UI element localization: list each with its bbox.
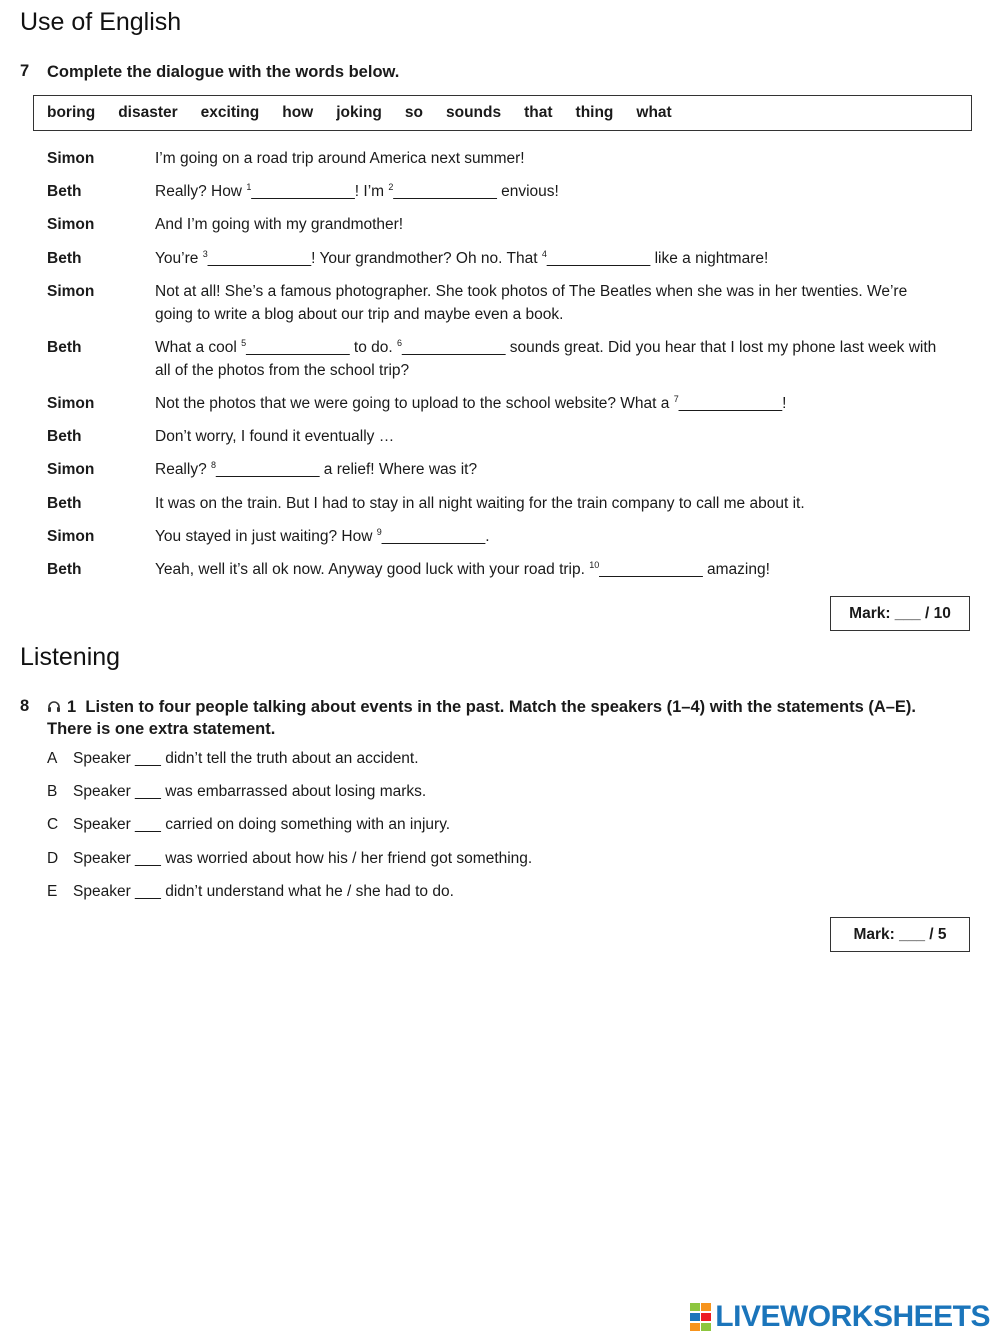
mark-box-q8: Mark: ___ / 5 bbox=[830, 917, 970, 952]
line-text: It was on the train. But I had to stay in all night waiting for the train company to call me about it. bbox=[155, 495, 805, 512]
mark-box-q7: Mark: ___ / 10 bbox=[830, 596, 970, 631]
dialogue-line bbox=[155, 214, 945, 237]
dialogue-speaker: Beth bbox=[47, 250, 82, 267]
dialogue-speaker: Simon bbox=[47, 395, 95, 412]
dialogue-line bbox=[155, 526, 945, 549]
gap-number: 8 bbox=[211, 460, 217, 470]
line-text[interactable]: ____________! bbox=[678, 395, 787, 412]
dialogue-line bbox=[155, 248, 945, 271]
line-text: Really? How bbox=[155, 183, 247, 200]
line-text[interactable]: ____________ a relief! Where was it? bbox=[216, 461, 478, 478]
line-text: What a cool bbox=[155, 339, 242, 356]
dialogue-speaker: Simon bbox=[47, 216, 95, 233]
line-text: Not at all! She’s a famous photographer. She took photos of The Beatles when she was in her twenties. We’re going to write a blog about our trip and maybe even a book. bbox=[155, 283, 908, 323]
logo-text: LIVEWORKSHEETS bbox=[715, 1300, 990, 1333]
line-text: Yeah, well it’s all ok now. Anyway good luck with your road trip. bbox=[155, 561, 590, 578]
line-text: You’re bbox=[155, 250, 203, 267]
gap-number: 7 bbox=[673, 394, 679, 404]
statement-text[interactable]: Speaker ___ carried on doing something with an injury. bbox=[73, 816, 451, 833]
question-number-8: 8 bbox=[20, 697, 30, 715]
gap-number: 10 bbox=[589, 560, 600, 570]
track-number: 1 bbox=[67, 698, 77, 716]
dialogue-speaker: Beth bbox=[47, 339, 82, 356]
dialogue-line bbox=[155, 426, 945, 449]
dialogue-speaker: Simon bbox=[47, 283, 95, 300]
line-text: I’m going on a road trip around America next summer! bbox=[155, 150, 525, 167]
statement-text[interactable]: Speaker ___ didn’t understand what he / she had to do. bbox=[73, 883, 454, 900]
gap-number: 9 bbox=[376, 527, 382, 537]
dialogue-line bbox=[155, 559, 945, 582]
line-text: You stayed in just waiting? How bbox=[155, 528, 377, 545]
question-number-7: 7 bbox=[20, 62, 30, 80]
gap-number: 6 bbox=[397, 338, 403, 348]
section-title-listening: Listening bbox=[20, 643, 121, 671]
line-text[interactable]: ____________ like a nightmare! bbox=[546, 250, 769, 267]
word-bank-item: that bbox=[524, 104, 553, 121]
line-text[interactable]: ____________ sounds great. Did you hear that I lost my phone last week with all of the photos from the school trip? bbox=[155, 339, 937, 379]
statement-text[interactable]: Speaker ___ was embarrassed about losing marks. bbox=[73, 783, 427, 800]
word-bank-item: so bbox=[404, 104, 423, 121]
gap-number: 4 bbox=[541, 249, 547, 259]
statement-letter: A bbox=[47, 750, 58, 767]
word-bank-item: how bbox=[282, 104, 314, 121]
dialogue-line bbox=[155, 181, 945, 204]
instruction-text: Listen to four people talking about events in the past. Match the speakers (1–4) with the statements (A–E). There is one extra statement. bbox=[47, 698, 917, 738]
dialogue-speaker: Simon bbox=[47, 150, 95, 167]
word-bank-item: exciting bbox=[200, 104, 260, 121]
word-bank-item: boring bbox=[47, 104, 96, 121]
section-title-use-of-english: Use of English bbox=[20, 8, 182, 36]
line-text[interactable]: ____________ amazing! bbox=[599, 561, 770, 578]
line-text: Don’t worry, I found it eventually … bbox=[155, 428, 395, 445]
dialogue-speaker: Simon bbox=[47, 528, 95, 545]
gap-number: 5 bbox=[241, 338, 247, 348]
line-text[interactable]: ____________! Your grandmother? Oh no. That bbox=[207, 250, 542, 267]
dialogue-line bbox=[155, 493, 945, 516]
dialogue-line bbox=[155, 281, 945, 326]
liveworksheets-logo bbox=[690, 1300, 990, 1334]
word-bank-item: sounds bbox=[445, 104, 502, 121]
statement-letter: C bbox=[47, 816, 59, 833]
word-bank-item: what bbox=[636, 104, 672, 121]
dialogue-speaker: Beth bbox=[47, 428, 82, 445]
line-text: And I’m going with my grandmother! bbox=[155, 216, 404, 233]
dialogue-line bbox=[155, 393, 945, 416]
line-text[interactable]: ____________. bbox=[381, 528, 490, 545]
line-text[interactable]: ____________ envious! bbox=[393, 183, 559, 200]
line-text[interactable]: ____________! I’m bbox=[251, 183, 389, 200]
logo-mark-icon bbox=[690, 1303, 712, 1331]
dialogue-line bbox=[155, 148, 945, 171]
statement-text[interactable]: Speaker ___ didn’t tell the truth about an accident. bbox=[73, 750, 419, 767]
statement-text[interactable]: Speaker ___ was worried about how his / her friend got something. bbox=[73, 850, 533, 867]
word-bank-item: joking bbox=[336, 104, 382, 121]
word-bank-item: thing bbox=[575, 104, 614, 121]
statement-letter: E bbox=[47, 883, 58, 900]
gap-number: 3 bbox=[202, 249, 208, 259]
dialogue-speaker: Beth bbox=[47, 561, 82, 578]
gap-number: 2 bbox=[388, 182, 394, 192]
dialogue-speaker: Simon bbox=[47, 461, 95, 478]
line-text[interactable]: ____________ to do. bbox=[246, 339, 398, 356]
dialogue-speaker: Beth bbox=[47, 183, 82, 200]
question-7-instruction: Complete the dialogue with the words below. bbox=[47, 63, 400, 81]
dialogue-speaker: Beth bbox=[47, 495, 82, 512]
gap-number: 1 bbox=[246, 182, 252, 192]
statement-letter: B bbox=[47, 783, 58, 800]
question-8-instruction bbox=[47, 696, 917, 740]
word-bank-item: disaster bbox=[118, 104, 178, 121]
headphones-icon[interactable] bbox=[47, 697, 61, 711]
statement-letter: D bbox=[47, 850, 59, 867]
line-text: Not the photos that we were going to upload to the school website? What a bbox=[155, 395, 674, 412]
word-bank bbox=[33, 95, 972, 131]
line-text: Really? bbox=[155, 461, 211, 478]
dialogue-line bbox=[155, 459, 945, 482]
dialogue-line bbox=[155, 337, 945, 382]
